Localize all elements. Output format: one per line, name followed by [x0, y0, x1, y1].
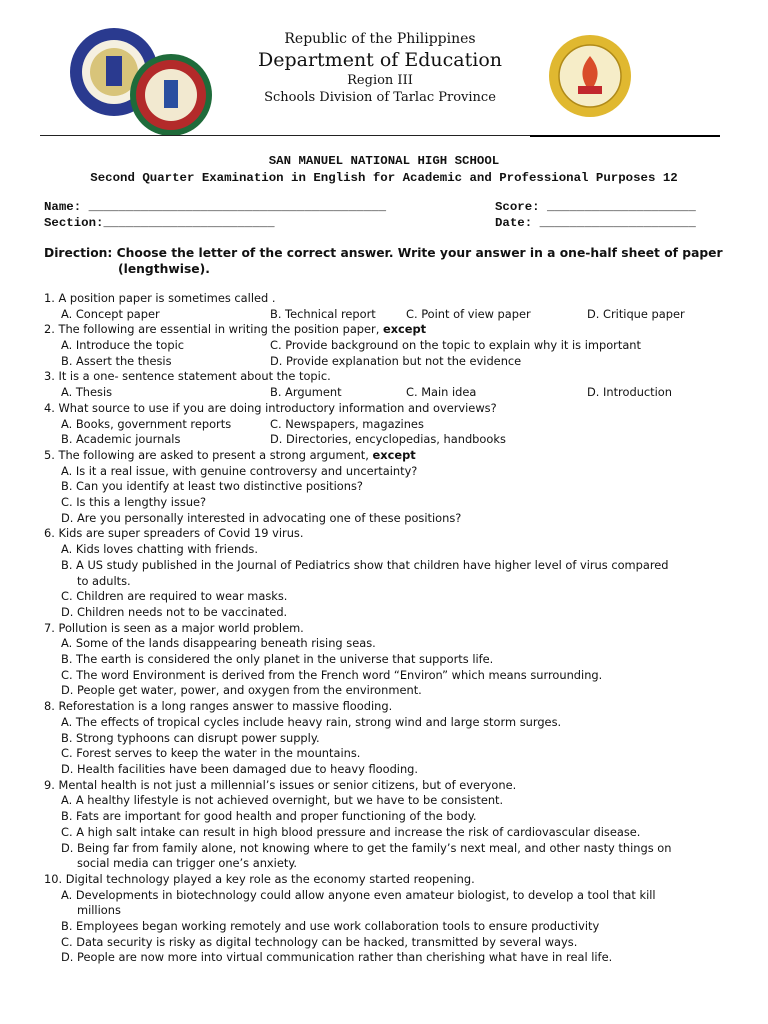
- option-d: D. Children needs not to be vaccinated.: [61, 604, 288, 619]
- option-a: A. Introduce the topic: [61, 338, 185, 353]
- division-seal-icon: [128, 52, 214, 138]
- option-b: B. The earth is considered the only planet in the universe that supports life.: [61, 652, 494, 667]
- option-d-line-2: social media can trigger one’s anxiety.: [77, 856, 298, 871]
- question-list: [44, 291, 734, 966]
- score-field[interactable]: Score: ____________________: [495, 200, 696, 214]
- option-b: B. Academic journals: [61, 432, 181, 447]
- school-name: SAN MANUEL NATIONAL HIGH SCHOOL: [268, 154, 500, 168]
- question-10: 10. Digital technology played a key role as the economy started reopening.: [44, 871, 475, 886]
- section-field[interactable]: Section:_______________________: [44, 216, 275, 230]
- option-d: D. Provide explanation but not the evidence: [270, 353, 522, 368]
- option-c: C. A high salt intake can result in high blood pressure and increase the risk of cardiovascular disease.: [61, 824, 641, 839]
- question-5-emphasis: except: [372, 447, 416, 462]
- school-seal-icon: [548, 34, 632, 118]
- option-a: A. Some of the lands disappearing beneath rising seas.: [61, 636, 376, 651]
- option-d: D. People are now more into virtual communication rather than cherishing what have in real life.: [61, 950, 613, 965]
- question-6: 6. Kids are super spreaders of Covid 19 virus.: [44, 526, 304, 541]
- option-d: D. People get water, power, and oxygen from the environment.: [61, 683, 422, 698]
- question-7: 7. Pollution is seen as a major world problem.: [44, 620, 304, 635]
- option-c: C. Is this a lengthy issue?: [61, 495, 207, 510]
- date-field[interactable]: Date: _____________________: [495, 216, 696, 230]
- option-b-line-2: to adults.: [77, 573, 131, 588]
- question-5-text: 5. The following are asked to present a strong argument,: [44, 447, 369, 462]
- option-a: A. Kids loves chatting with friends.: [61, 542, 258, 557]
- letterhead: [0, 0, 768, 140]
- option-c: C. Newspapers, magazines: [270, 416, 424, 431]
- question-9: 9. Mental health is not just a millennial’s issues or senior citizens, but of everyone.: [44, 777, 517, 792]
- question-2-text: 2. The following are essential in writing the position paper,: [44, 322, 380, 337]
- option-b: B. Fats are important for good health and proper functioning of the body.: [61, 809, 477, 824]
- options-row: [44, 338, 734, 354]
- option-b: B. Argument: [270, 385, 342, 400]
- option-c: C. Point of view paper: [406, 306, 531, 321]
- option-b: B. Strong typhoons can disrupt power supply.: [61, 730, 320, 745]
- option-d: [44, 841, 734, 872]
- name-field[interactable]: Name: ________________________________________: [44, 200, 387, 214]
- header-rule-accent: [530, 135, 720, 137]
- option-d: D. Directories, encyclopedias, handbooks: [270, 432, 506, 447]
- exam-title: Second Quarter Examination in English for Academic and Professional Purposes 12: [90, 171, 678, 185]
- option-a: A. Books, government reports: [61, 416, 232, 431]
- option-a: A. Concept paper: [61, 306, 160, 321]
- division-line: Schools Division of Tarlac Province: [264, 90, 496, 105]
- options-row: [44, 354, 734, 370]
- option-b: [44, 558, 734, 589]
- direction-line-1: Direction: Choose the letter of the correct answer. Write your answer in a one-half sheet of paper: [44, 246, 723, 260]
- option-c: C. Main idea: [406, 385, 477, 400]
- options-row: [44, 432, 734, 448]
- option-c: C. Forest serves to keep the water in the mountains.: [61, 746, 361, 761]
- option-b-line-1: B. A US study published in the Journal of Pediatrics show that children have higher level of virus compared: [61, 557, 669, 572]
- option-b: B. Technical report: [270, 306, 376, 321]
- direction: [44, 245, 734, 277]
- options-row: [44, 417, 734, 433]
- question-4: 4. What source to use if you are doing introductory information and overviews?: [44, 400, 497, 415]
- question-2-emphasis: except: [382, 322, 427, 337]
- department-line: Department of Education: [258, 49, 502, 71]
- region-line: Region III: [347, 73, 413, 88]
- direction-line-2: (lengthwise).: [118, 262, 210, 276]
- option-a: A. Thesis: [61, 385, 113, 400]
- question-2: [44, 322, 734, 338]
- option-d: D. Are you personally interested in advocating one of these positions?: [61, 510, 462, 525]
- option-c: C. Provide background on the topic to explain why it is important: [270, 338, 641, 353]
- option-d: D. Introduction: [587, 385, 672, 400]
- option-a: [44, 888, 734, 919]
- option-c: C. The word Environment is derived from the French word “Environ” which means surrounding.: [61, 667, 603, 682]
- options-row: [44, 307, 734, 323]
- question-8: 8. Reforestation is a long ranges answer to massive flooding.: [44, 699, 393, 714]
- option-a-line-1: A. Developments in biotechnology could allow anyone even amateur biologist, to develop a tool that kill: [61, 887, 656, 902]
- option-d: D. Health facilities have been damaged due to heavy flooding.: [61, 762, 419, 776]
- option-b: B. Can you identify at least two distinctive positions?: [61, 479, 363, 494]
- question-5: [44, 448, 734, 464]
- question-1: 1. A position paper is sometimes called .: [44, 291, 276, 305]
- option-a: A. The effects of tropical cycles include heavy rain, strong wind and large storm surges.: [61, 714, 562, 729]
- option-a-line-2: millions: [77, 903, 121, 918]
- option-c: C. Children are required to wear masks.: [61, 589, 288, 604]
- option-d: D. Critique paper: [587, 306, 685, 321]
- option-b: B. Employees began working remotely and use work collaboration tools to ensure productivity: [61, 919, 600, 934]
- option-a: A. Is it a real issue, with genuine controversy and uncertainty?: [61, 463, 418, 478]
- question-3: 3. It is a one- sentence statement about the topic.: [44, 369, 331, 384]
- option-d-line-1: D. Being far from family alone, not knowing where to get the family’s next meal, and other nasty things on: [61, 840, 672, 855]
- option-c: C. Data security is risky as digital technology can be hacked, transmitted by several ways.: [61, 934, 578, 949]
- options-row: [44, 385, 734, 401]
- option-a: A. A healthy lifestyle is not achieved overnight, but we have to be consistent.: [61, 793, 504, 808]
- republic-line: Republic of the Philippines: [284, 31, 476, 47]
- option-b: B. Assert the thesis: [61, 353, 172, 368]
